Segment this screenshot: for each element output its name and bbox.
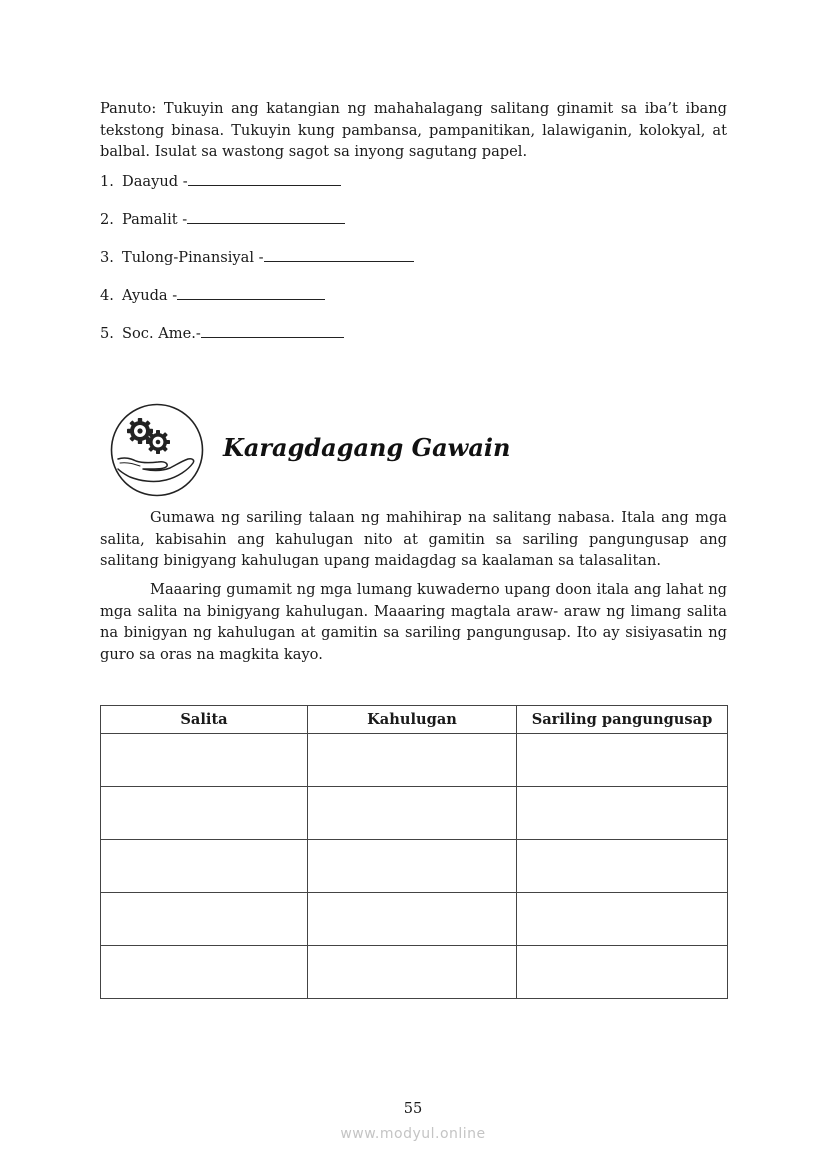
question-term: Daayud - (122, 173, 188, 190)
table-cell[interactable] (517, 840, 728, 893)
directions-text: Panuto: Tukuyin ang katangian ng mahahalagang salitang ginamit sa iba’t ibang tekstong binasa. Tukuyin kung pambansa, pampanitikan, lalawiganin, kolokyal, at balbal. Isulat sa wastong sagot sa inyong sagutang papel. (100, 100, 727, 160)
table-cell[interactable] (517, 893, 728, 946)
page-number: 55 (403, 1100, 423, 1117)
column-header: Salita (101, 706, 308, 734)
answer-blank (264, 247, 414, 262)
question-term: Ayuda - (122, 287, 178, 304)
question-number: 3. (100, 249, 114, 266)
question-item (100, 247, 414, 268)
table-cell[interactable] (308, 893, 517, 946)
table-header-row (101, 706, 728, 734)
table-cell[interactable] (101, 946, 308, 999)
answer-blank (201, 323, 344, 338)
question-number: 4. (100, 287, 114, 304)
column-header: Kahulugan (308, 706, 517, 734)
table-row (101, 840, 728, 893)
question-term: Soc. Ame.- (122, 325, 201, 342)
column-header: Sariling pangungusap (517, 706, 728, 734)
table-row (101, 734, 728, 787)
table-cell[interactable] (101, 840, 308, 893)
question-item (100, 209, 345, 230)
table-cell[interactable] (308, 734, 517, 787)
question-number: 1. (100, 173, 114, 190)
question-item (100, 171, 341, 192)
table-cell[interactable] (101, 893, 308, 946)
table-cell[interactable] (308, 946, 517, 999)
question-term: Pamalit - (122, 211, 188, 228)
question-number: 5. (100, 325, 114, 342)
vocabulary-table (100, 705, 728, 999)
answer-blank (187, 209, 345, 224)
question-term: Tulong-Pinansiyal - (122, 249, 264, 266)
answer-blank (188, 171, 341, 186)
watermark-text: www.modyul.online (340, 1126, 486, 1142)
instruction-paragraph: Maaaring gumamit ng mga lumang kuwaderno upang doon itala ang lahat ng mga salita na binigyang kahulugan. Maaaring magtala araw- araw ng limang salita na binigyan ng kahulugan at gamitin sa sariling pangungusap. Ito ay sisiyasatin ng guro sa oras na magkita kayo. (100, 581, 727, 663)
table-row (101, 787, 728, 840)
table-row (101, 893, 728, 946)
question-item (100, 285, 325, 306)
table-cell[interactable] (101, 787, 308, 840)
table-cell[interactable] (517, 787, 728, 840)
instruction-paragraph: Gumawa ng sariling talaan ng mahihirap na salitang nabasa. Itala ang mga salita, kabisahin ang kahulugan nito at gamitin sa sariling pangungusap ang salitang binigyang kahulugan upang maidagdag sa kaalaman sa talasalitan. (100, 509, 727, 569)
gears-hand-icon (110, 403, 204, 497)
table-cell[interactable] (101, 734, 308, 787)
section-title: Karagdagang Gawain (223, 433, 511, 462)
question-number: 2. (100, 211, 114, 228)
table-cell[interactable] (517, 734, 728, 787)
table-row (101, 946, 728, 999)
table-cell[interactable] (517, 946, 728, 999)
question-item (100, 323, 344, 344)
table-cell[interactable] (308, 840, 517, 893)
table-cell[interactable] (308, 787, 517, 840)
answer-blank (177, 285, 325, 300)
